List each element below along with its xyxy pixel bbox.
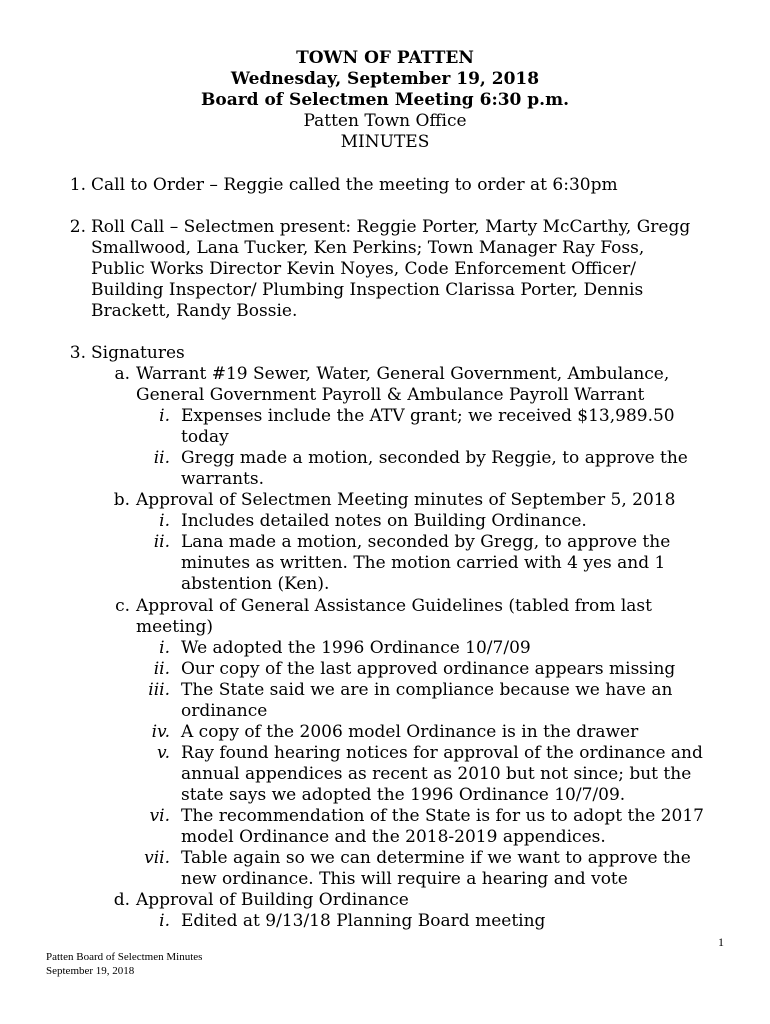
item-3b-i-line: Includes detailed notes on Building Ordinance. <box>181 511 587 531</box>
item-3c-vii-line: new ordinance. This will require a hearing and vote <box>181 869 628 889</box>
item-3c-ii-line: Our copy of the last approved ordinance appears missing <box>181 659 676 679</box>
item-3c-ii-numeral: ii. <box>153 659 170 679</box>
town-title: TOWN OF PATTEN <box>296 48 474 68</box>
item-3c-line: Approval of General Assistance Guidelines (tabled from last <box>136 596 652 616</box>
item-3a-line: Warrant #19 Sewer, Water, General Government, Ambulance, <box>136 364 670 384</box>
item-3c-iii-numeral: iii. <box>148 680 170 700</box>
item-3b-ii-line: Lana made a motion, seconded by Gregg, to approve the <box>181 532 671 552</box>
item-3a-line: General Government Payroll & Ambulance Payroll Warrant <box>136 385 645 405</box>
item-2-line: Building Inspector/ Plumbing Inspection Clarissa Porter, Dennis <box>91 280 644 300</box>
item-3b-ii-line: minutes as written. The motion carried with 4 yes and 1 <box>181 553 666 573</box>
item-3c-iv-line: A copy of the 2006 model Ordinance is in the drawer <box>181 722 639 742</box>
item-3c-i-numeral: i. <box>159 638 170 658</box>
item-3a-ii-line: Gregg made a motion, seconded by Reggie, to approve the <box>181 448 688 468</box>
item-3b-ii-numeral: ii. <box>153 532 170 552</box>
item-3d-line: Approval of Building Ordinance <box>136 890 409 910</box>
item-3c-v-line: state says we adopted the 1996 Ordinance 10/7/09. <box>181 785 626 805</box>
item-3-number: 3. <box>69 343 86 363</box>
meeting-location: Patten Town Office <box>303 111 467 131</box>
item-3a-ii-numeral: ii. <box>153 448 170 468</box>
item-3a-i-line: today <box>181 427 229 447</box>
item-3a-i-line: Expenses include the ATV grant; we received $13,989.50 <box>181 406 675 426</box>
footer-date: September 19, 2018 <box>46 965 135 977</box>
item-3c-line: meeting) <box>136 617 213 637</box>
item-3c-vii-line: Table again so we can determine if we want to approve the <box>181 848 691 868</box>
item-3c-vi-line: model Ordinance and the 2018-2019 appendices. <box>181 827 606 847</box>
item-3c-i-line: We adopted the 1996 Ordinance 10/7/09 <box>181 638 531 658</box>
item-3b-letter: b. <box>113 490 130 510</box>
item-2-number: 2. <box>69 217 86 237</box>
item-3d-letter: d. <box>113 890 130 910</box>
item-3c-v-line: Ray found hearing notices for approval of the ordinance and <box>181 743 703 763</box>
item-2-line: Roll Call – Selectmen present: Reggie Porter, Marty McCarthy, Gregg <box>91 217 691 237</box>
item-1-text: Call to Order – Reggie called the meeting to order at 6:30pm <box>91 175 618 195</box>
item-3c-v-line: annual appendices as recent as 2010 but not since; but the <box>181 764 692 784</box>
item-2-line: Public Works Director Kevin Noyes, Code Enforcement Officer/ <box>91 259 636 279</box>
item-3c-iii-line: ordinance <box>181 701 268 721</box>
item-3a-i-numeral: i. <box>159 406 170 426</box>
item-1-number: 1. <box>69 175 86 195</box>
item-3a-letter: a. <box>114 364 130 384</box>
item-3c-vi-line: The recommendation of the State is for us to adopt the 2017 <box>181 806 704 826</box>
footer-title: Patten Board of Selectmen Minutes <box>46 951 203 963</box>
page-number: 1 <box>718 935 724 949</box>
item-3c-letter: c. <box>115 596 130 616</box>
item-2-line: Smallwood, Lana Tucker, Ken Perkins; Town Manager Ray Foss, <box>91 238 645 258</box>
item-3a-ii-line: warrants. <box>181 469 264 489</box>
item-3b-line: Approval of Selectmen Meeting minutes of September 5, 2018 <box>136 490 676 510</box>
item-3c-iii-line: The State said we are in compliance because we have an <box>181 680 673 700</box>
item-2-line: Brackett, Randy Bossie. <box>91 301 298 321</box>
item-3d-i-numeral: i. <box>159 911 170 931</box>
item-3b-ii-line: abstention (Ken). <box>181 574 330 594</box>
item-3b-i-numeral: i. <box>159 511 170 531</box>
item-3c-vi-numeral: vi. <box>149 806 170 826</box>
item-3c-v-numeral: v. <box>157 743 170 763</box>
document-header <box>0 48 770 153</box>
meeting-date: Wednesday, September 19, 2018 <box>230 69 540 89</box>
item-3d-i-line: Edited at 9/13/18 Planning Board meeting <box>181 911 546 931</box>
document-type: MINUTES <box>340 132 430 152</box>
item-3c-iv-numeral: iv. <box>151 722 170 742</box>
item-3c-vii-numeral: vii. <box>144 848 170 868</box>
meeting-title: Board of Selectmen Meeting 6:30 p.m. <box>200 90 570 110</box>
item-3-text: Signatures <box>91 343 185 363</box>
